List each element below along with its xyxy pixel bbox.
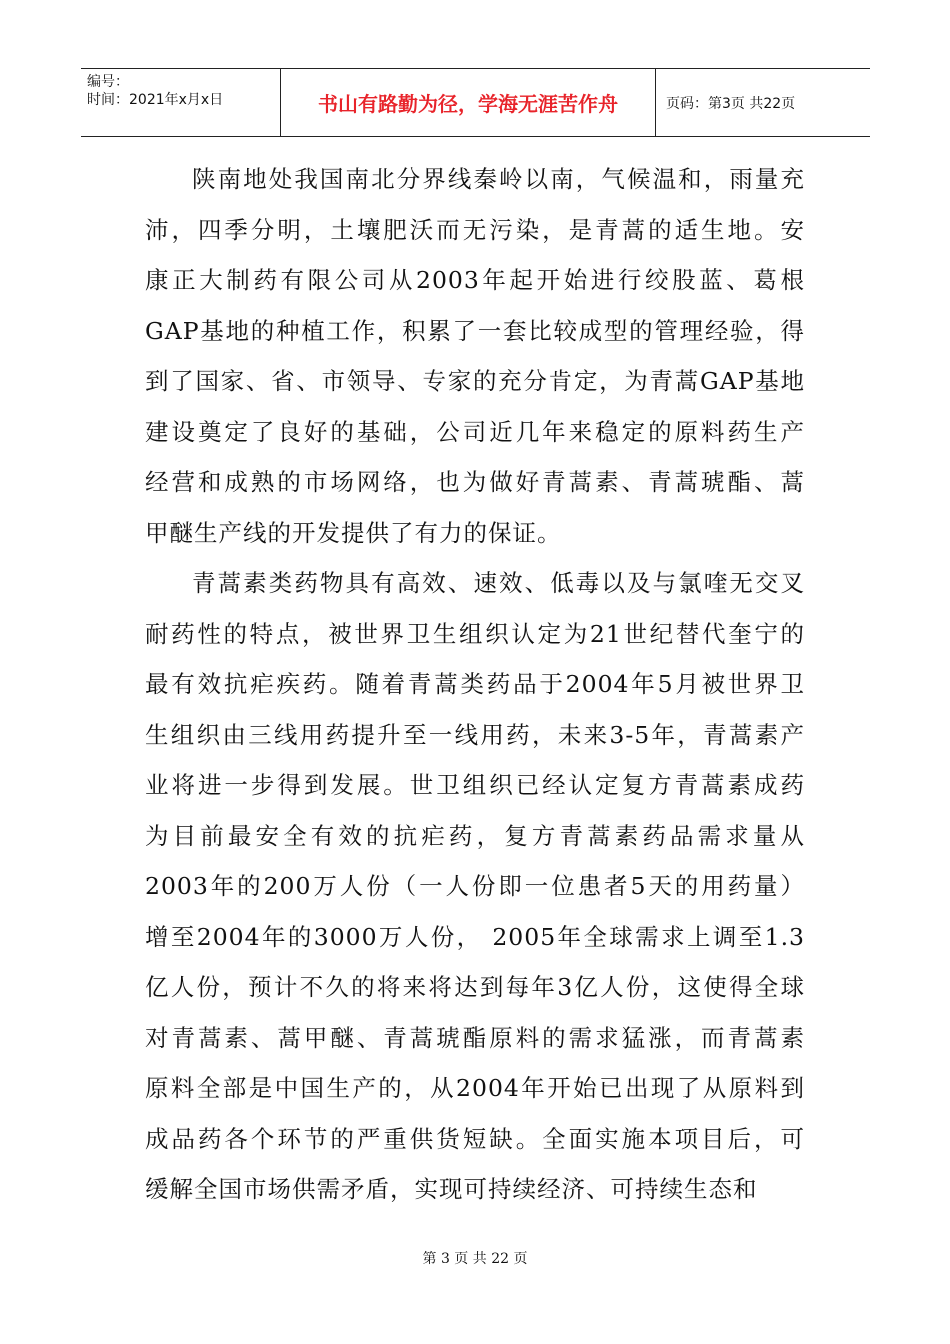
paragraph-line: 建设奠定了良好的基础，公司近几年来稳定的原料药生产 (145, 417, 805, 446)
document-number-label: 编号： (87, 74, 129, 90)
paragraph-line: 沛，四季分明，土壤肥沃而无污染，是青蒿的适生地。安 (145, 215, 805, 244)
paragraph-line: 青蒿素类药物具有高效、速效、低毒以及与氯喹无交叉 (192, 569, 805, 597)
paragraph-line: 业将进一步得到发展。世卫组织已经认定复方青蒿素成药 (145, 771, 805, 799)
paragraph (145, 154, 805, 558)
paragraph (145, 558, 805, 1215)
paragraph-line: 陕南地处我国南北分界线秦岭以南，气候温和，雨量充 (192, 165, 805, 193)
paragraph-line: 甲醚生产线的开发提供了有力的保证。 (145, 518, 562, 547)
header-meta (81, 69, 281, 136)
paragraph-line: 为目前最安全有效的抗疟药，复方青蒿素药品需求量从 (145, 821, 805, 850)
header-motto: 书山有路勤为径，学海无涯苦作舟 (281, 69, 656, 136)
paragraph-line: GAP基地的种植工作，积累了一套比较成型的管理经验，得 (145, 316, 805, 345)
paragraph-line: 成品药各个环节的严重供货短缺。全面实施本项目后，可 (145, 1124, 805, 1153)
paragraph-line: 生组织由三线用药提升至一线用药，未来3-5年，青蒿素产 (145, 720, 805, 749)
paragraph-line: 康正大制药有限公司从2003年起开始进行绞股蓝、葛根 (145, 266, 805, 294)
paragraph-line: 缓解全国市场供需矛盾，实现可持续经济、可持续生态和 (145, 1175, 758, 1203)
paragraph-line: 对青蒿素、蒿甲醚、青蒿琥酯原料的需求猛涨，而青蒿素 (145, 1023, 805, 1052)
document-date-label: 时间：2021年x月x日 (87, 92, 224, 108)
paragraph-line: 经营和成熟的市场网络，也为做好青蒿素、青蒿琥酯、蒿 (145, 468, 805, 496)
document-body (145, 154, 805, 1215)
paragraph-line: 2003年的200万人份（一人份即一位患者5天的用药量） (145, 872, 805, 900)
header-page-label: 页码：第3页 共22页 (666, 95, 796, 112)
page-footer: 第 3 页 共 22 页 (422, 1251, 528, 1267)
paragraph-line: 最有效抗疟疾药。随着青蒿类药品于2004年5月被世界卫 (145, 670, 805, 698)
paragraph-line: 耐药性的特点，被世界卫生组织认定为21世纪替代奎宁的 (145, 619, 805, 648)
paragraph-line: 增至2004年的3000万人份， 2005年全球需求上调至1.3 (145, 922, 805, 951)
document-header (81, 68, 870, 137)
paragraph-line: 亿人份，预计不久的将来将达到每年3亿人份，这使得全球 (145, 973, 805, 1001)
paragraph-line: 原料全部是中国生产的，从2004年开始已出现了从原料到 (145, 1074, 805, 1102)
paragraph-line: 到了国家、省、市领导、专家的充分肯定，为青蒿GAP基地 (145, 367, 805, 395)
